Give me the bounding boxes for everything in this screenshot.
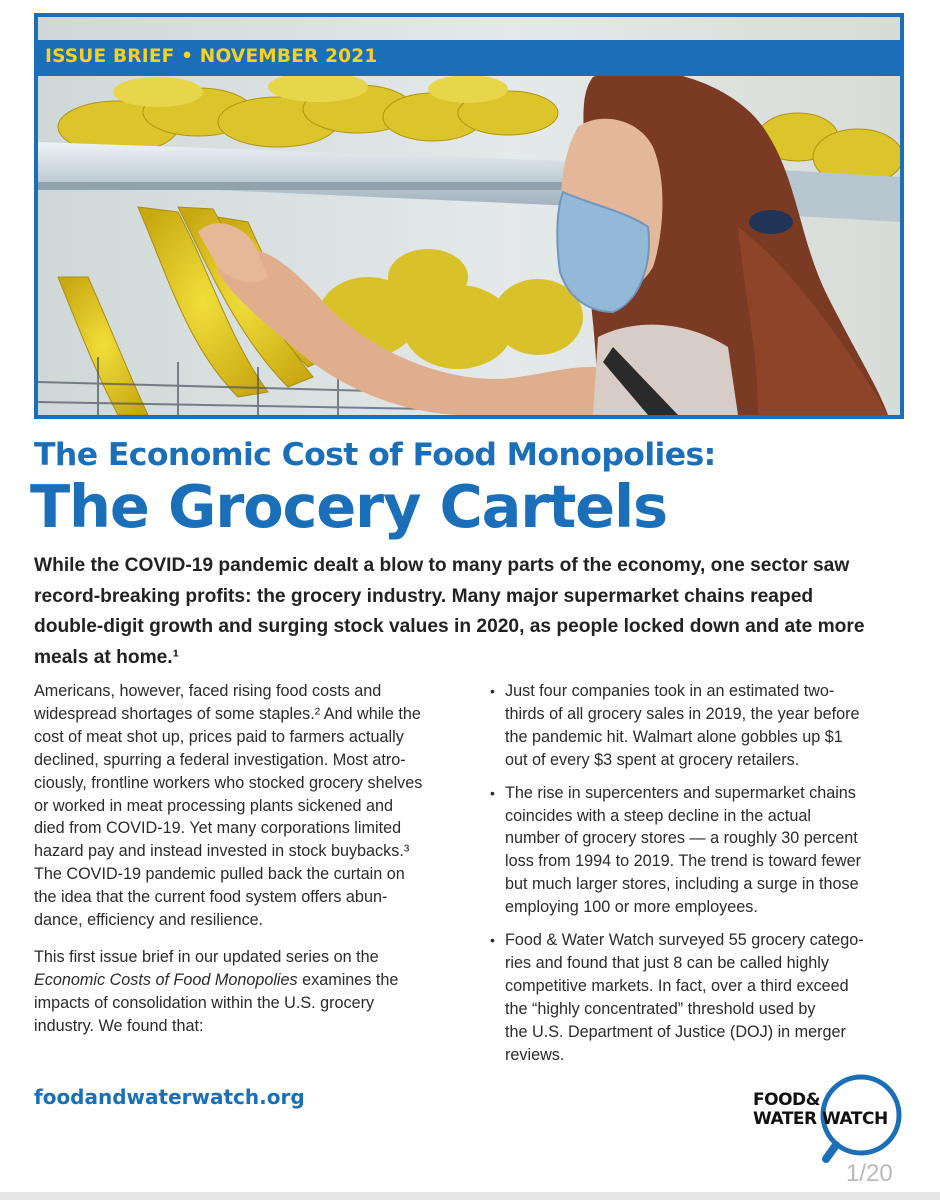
text-line: widespread shortages of some staples.² And while the (34, 704, 421, 723)
text-line: the U.S. Department of Justice (DOJ) in merger (505, 1022, 846, 1041)
bullet-icon: • (490, 683, 495, 699)
text-line: Just four companies took in an estimated two- (505, 682, 835, 700)
text-line: dance, efficiency and resilience. (34, 911, 264, 930)
text-line: competitive markets. In fact, over a third exceed (505, 976, 849, 995)
text-line: the idea that the current food system offers abun- (34, 888, 388, 907)
text-fragment: examines the (297, 970, 399, 989)
page-indicator: 1/20 (846, 1160, 893, 1187)
bullet-icon: • (490, 932, 495, 949)
text-line: declined, spurring a federal investigation. Most atro- (34, 750, 406, 769)
text-line: out of every $3 spent at grocery retailers. (505, 750, 800, 769)
text-line: but much larger stores, including a surge in those (505, 875, 859, 894)
left-paragraph-1 (34, 680, 464, 932)
logo-text-food: FOOD& (753, 1090, 820, 1110)
finding-bullet-3 (490, 929, 910, 1066)
text-line: reviews. (505, 1045, 565, 1064)
text-line: hazard pay and instead invested in stock buybacks.³ (34, 842, 410, 861)
text-line: The COVID-19 pandemic pulled back the curtain on (34, 865, 405, 884)
finding-bullet-1 (490, 680, 910, 772)
text-line: The rise in supercenters and supermarket chains (505, 783, 856, 802)
text-line: coincides with a steep decline in the actual (505, 806, 811, 825)
page-bottom-strip (0, 1192, 940, 1200)
text-line: employing 100 or more employees. (505, 898, 758, 917)
lead-line: double-digit growth and surging stock values in 2020, as people locked down and ate more (34, 616, 865, 637)
series-title-italic: Economic Costs of Food Monopolies (34, 970, 298, 989)
text-line: the pandemic hit. Walmart alone gobbles up $1 (505, 727, 843, 746)
finding-bullet-2 (490, 782, 910, 919)
left-paragraph-2 (34, 946, 464, 1038)
issue-brief-banner (38, 40, 900, 76)
text-line: Americans, however, faced rising food costs and (34, 682, 382, 700)
text-line: ries and found that just 8 can be called highly (505, 953, 829, 972)
bullet-icon: • (490, 784, 495, 801)
text-line: ciously, frontline workers who stocked grocery shelves (34, 773, 423, 792)
website-link[interactable]: foodandwaterwatch.org (34, 1085, 305, 1109)
text-line: died from COVID-19. Yet many corporations limited (34, 819, 402, 838)
grocery-photo-icon (38, 17, 900, 415)
lead-line: meals at home.¹ (34, 646, 180, 668)
hero-image (34, 13, 904, 419)
text-line: number of grocery stores — a roughly 30 percent (505, 829, 858, 848)
right-column (490, 680, 910, 1077)
title-line-2: The Grocery Cartels (30, 472, 667, 541)
text-line: the “highly concentrated” threshold used by (505, 999, 816, 1018)
lead-line: While the COVID-19 pandemic dealt a blow to many parts of the economy, one sector saw (34, 555, 850, 576)
text-line: impacts of consolidation within the U.S. grocery (34, 993, 375, 1012)
logo-text-water-watch: WATER WATCH (753, 1109, 888, 1129)
text-line: This first issue brief in our updated series on the (34, 947, 379, 966)
text-line: thirds of all grocery sales in 2019, the year before (505, 704, 860, 723)
text-line: industry. We found that: (34, 1016, 204, 1035)
lead-line: record-breaking profits: the grocery industry. Many major supermarket chains reaped (34, 585, 814, 607)
text-line: cost of meat shot up, prices paid to farmers actually (34, 727, 404, 746)
banner-label: ISSUE BRIEF • NOVEMBER 2021 (45, 46, 378, 67)
left-column (34, 680, 464, 1038)
lead-paragraph (34, 551, 909, 673)
text-line: Food & Water Watch surveyed 55 grocery catego- (505, 931, 864, 950)
text-line-mixed (34, 969, 464, 992)
food-water-watch-logo (748, 1073, 908, 1163)
title-line-1: The Economic Cost of Food Monopolies: (34, 437, 716, 473)
paragraph-gap (34, 932, 464, 946)
text-line: loss from 1994 to 2019. The trend is toward fewer (505, 852, 862, 871)
text-line: or worked in meat processing plants sickened and (34, 796, 394, 815)
